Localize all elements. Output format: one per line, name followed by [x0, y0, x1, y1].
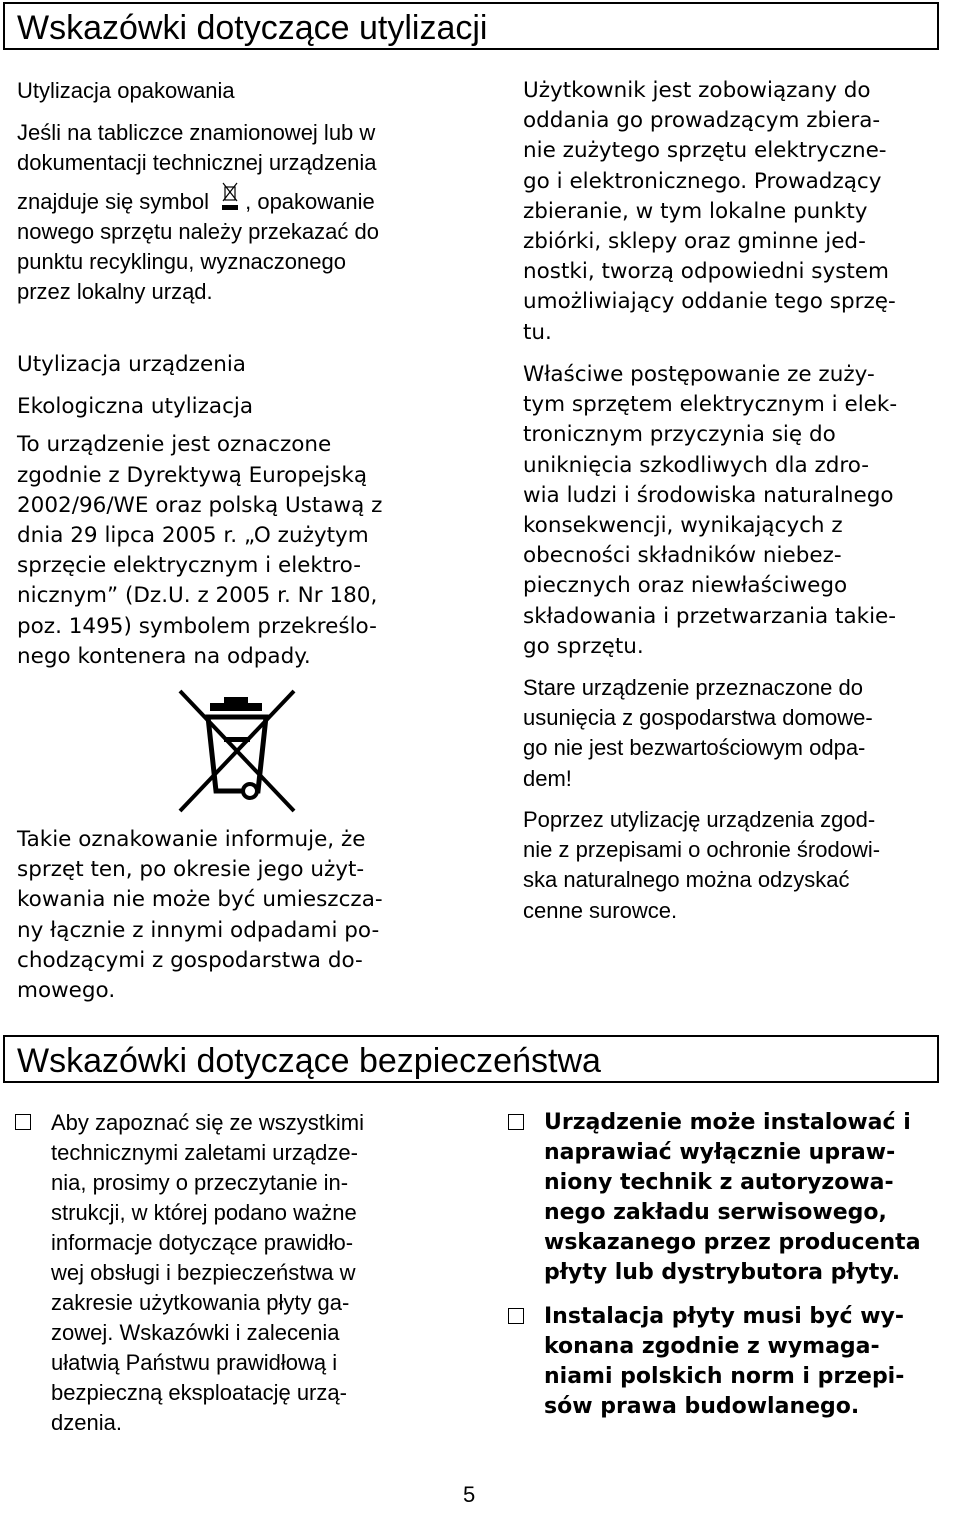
bullet-text [544, 1302, 929, 1422]
text-line: Użytkownik jest zobowiązany do [523, 78, 871, 103]
text-line: uniknięcia szkodliwych dla zdro- [523, 452, 870, 478]
text-line: nicznym” (Dz.U. z 2005 r. Nr 180, [17, 583, 378, 609]
text-line: go nie jest bezwartościowym odpa- [523, 735, 866, 761]
right-column-p1 [523, 76, 957, 348]
section-title: Wskazówki dotyczące utylizacji [17, 9, 488, 47]
text-line: wskazanego przez producenta [544, 1230, 921, 1255]
text-line: naprawiać wyłącznie upraw- [544, 1140, 896, 1165]
right-column-p4 [523, 805, 957, 926]
text-line: bezpieczną eksploatację urzą- [51, 1380, 347, 1405]
text-line: obecności składników niebez- [523, 543, 842, 569]
text-line: płyty lub dystrybutora płyty. [544, 1260, 901, 1285]
text-line: zbieranie, w tym lokalne punkty [523, 198, 868, 224]
marking-paragraph [17, 825, 451, 1006]
packaging-paragraph [17, 118, 451, 307]
page-number: 5 [463, 1482, 476, 1507]
bullet-text [51, 1108, 451, 1438]
text-line: Aby zapoznać się ze wszystkimi [51, 1110, 364, 1135]
text-line: nego kontenera na odpady. [17, 643, 311, 669]
text-line: mowego. [17, 978, 116, 1004]
text-line: go i elektronicznego. Prowadzący [523, 168, 882, 194]
text-line: tym sprzętem elektrycznym i elek- [523, 392, 898, 418]
text-line-with-symbol [17, 187, 451, 217]
device-title: Utylizacja urządzenia [17, 352, 246, 377]
text-line: Poprzez utylizację urządzenia zgod- [523, 807, 876, 832]
packaging-title: Utylizacja opakowania [17, 78, 235, 103]
text-line: Właściwe postępowanie ze zuży- [523, 362, 875, 387]
text-line: nie zużytego sprzętu elektryczne- [523, 138, 887, 164]
text-line: poz. 1495) symbolem przekreślo- [17, 613, 377, 639]
text-line: nego zakładu serwisowego, [544, 1200, 887, 1225]
text-line: wia ludzi i środowiska naturalnego [523, 482, 894, 508]
text-line: Takie oznakowanie informuje, że [17, 827, 366, 852]
text-line: konsekwencji, wynikających z [523, 513, 843, 539]
text-line: kowania nie może być umieszcza- [17, 887, 383, 913]
crossed-bin-icon [215, 189, 245, 211]
text-line: To urządzenie jest oznaczone [17, 432, 332, 458]
text-line: ska naturalnego można odzyskać [523, 867, 850, 893]
text-line: punktu recyklingu, wyznaczonego [17, 249, 346, 275]
text-line: cenne surowce. [523, 897, 678, 923]
text-line: tronicznym przyczynia się do [523, 422, 836, 448]
text-line: nie z przepisami o ochronie środowi- [523, 837, 881, 863]
text-line: dnia 29 lipca 2005 r. „O zużytym [17, 523, 369, 549]
text-line: piecznych oraz niewłaściwego [523, 573, 848, 599]
text-line: Urządzenie może instalować i [544, 1110, 911, 1135]
left-column [17, 76, 451, 307]
text-line: ułatwią Państwu prawidłową i [51, 1350, 338, 1375]
section-header-disposal [3, 2, 939, 50]
text-line: sów prawa budowlanego. [544, 1394, 860, 1419]
text-line: zowej. Wskazówki i zalecenia [51, 1320, 340, 1345]
crossed-wheelie-bin-icon [122, 683, 342, 813]
text-line: nia, prosimy o przeczytanie in- [51, 1170, 349, 1195]
text-line: tu. [523, 319, 552, 345]
text-line: umożliwiający oddanie tego sprzę- [523, 289, 896, 315]
text-line: chodzącymi z gospodarstwa do- [17, 947, 363, 973]
text-line: konana zgodnie z wymaga- [544, 1334, 880, 1359]
text-line: zgodnie z Dyrektywą Europejską [17, 462, 367, 488]
text-line: wej obsługi i bezpieczeństwa w [51, 1260, 356, 1285]
text-line: niami polskich norm i przepi- [544, 1364, 905, 1389]
text-line: usunięcia z gospodarstwa domowe- [523, 705, 873, 731]
left-column-device [17, 350, 451, 672]
text-line: przez lokalny urząd. [17, 279, 213, 305]
right-column-p3 [523, 673, 957, 794]
right-column-p2 [523, 360, 957, 662]
text-line: zakresie użytkowania płyty ga- [51, 1290, 350, 1315]
checkbox-bullet-icon [15, 1114, 31, 1130]
checkbox-bullet-icon [508, 1114, 524, 1130]
text-line: oddania go prowadzącym zbiera- [523, 108, 881, 134]
bullet-text [544, 1108, 929, 1288]
text-fragment: , opakowanie [245, 188, 375, 214]
text-line: zbiórki, sklepy oraz gminne jed- [523, 229, 866, 255]
text-line: dokumentacji technicznej urządzenia [17, 150, 377, 176]
text-line: 2002/96/WE oraz polską Ustawą z [17, 492, 383, 518]
text-line: sprzęcie elektrycznym i elektro- [17, 553, 361, 579]
text-line: nowego sprzętu należy przekazać do [17, 218, 379, 244]
section-header-safety [3, 1035, 939, 1083]
text-line: Instalacja płyty musi być wy- [544, 1304, 905, 1329]
eco-paragraph [17, 430, 451, 672]
text-line: dzenia. [51, 1410, 122, 1435]
text-line: sprzęt ten, po okresie jego użyt- [17, 857, 365, 883]
text-line: informacje dotyczące prawidło- [51, 1230, 354, 1255]
eco-title: Ekologiczna utylizacja [17, 394, 254, 420]
text-fragment: znajduje się symbol [17, 188, 209, 214]
section-title: Wskazówki dotyczące bezpieczeństwa [17, 1042, 601, 1080]
text-line: Stare urządzenie przeznaczone do [523, 675, 863, 700]
text-line: ny łącznie z innymi odpadami po- [17, 917, 380, 943]
text-line: technicznymi zaletami urządze- [51, 1140, 358, 1165]
text-line: go sprzętu. [523, 633, 644, 659]
text-line: dem! [523, 765, 572, 791]
text-line: Jeśli na tabliczce znamionowej lub w [17, 120, 376, 146]
text-line: strukcji, w której podano ważne [51, 1200, 357, 1225]
text-line: składowania i przetwarzania takie- [523, 603, 897, 629]
text-line: nostki, tworzą odpowiedni system [523, 259, 890, 285]
checkbox-bullet-icon [508, 1308, 524, 1324]
text-line: niony technik z autoryzowa- [544, 1170, 894, 1195]
